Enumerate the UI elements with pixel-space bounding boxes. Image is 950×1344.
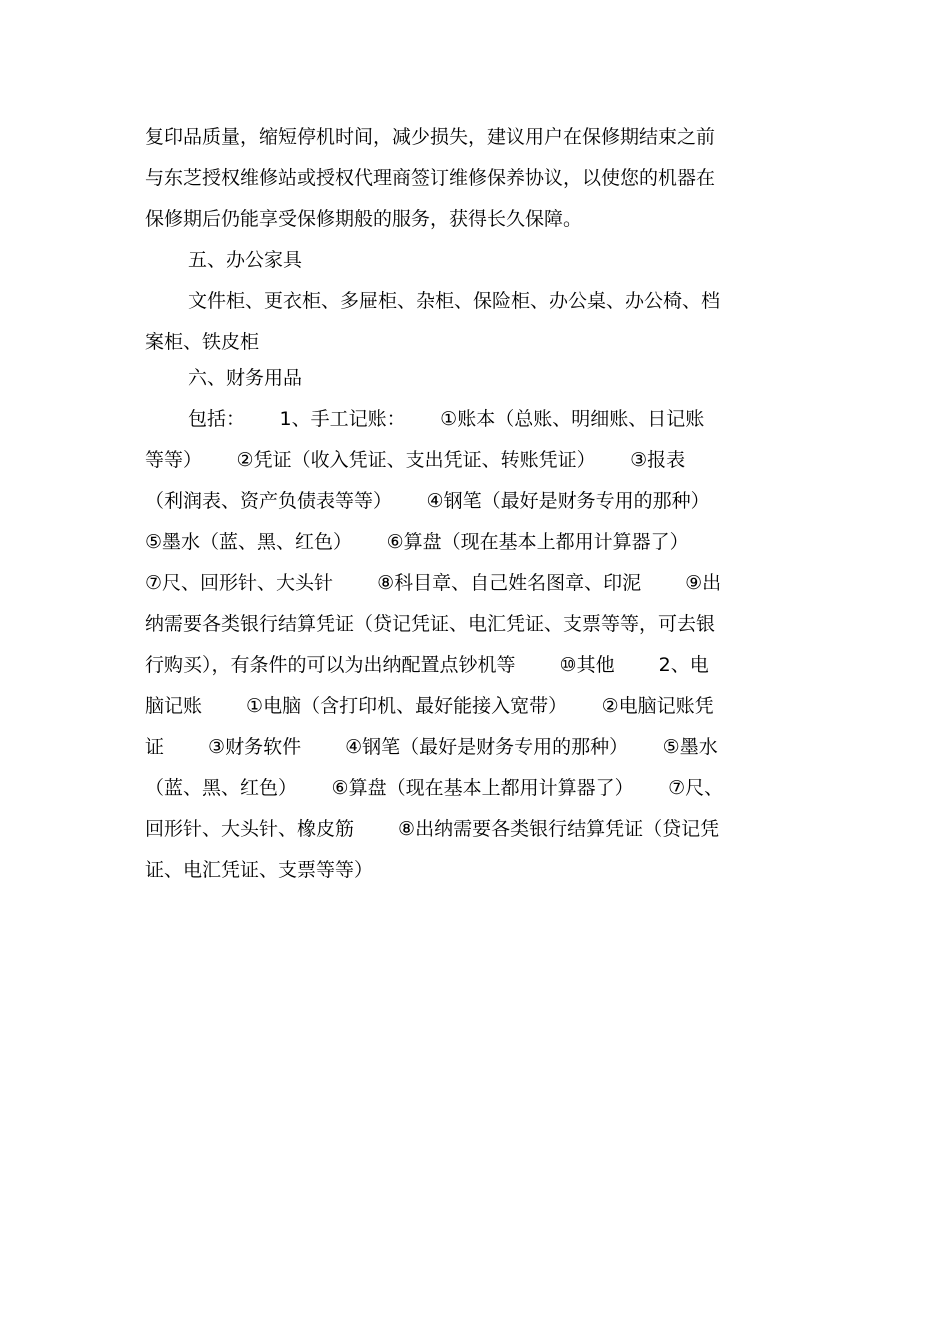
intro-paragraph — [145, 117, 815, 240]
paragraph-line: 纳需要各类银行结算凭证（贷记凭证、电汇凭证、支票等等，可去银 — [145, 613, 716, 635]
paragraph-line: 复印品质量，缩短停机时间，减少损失，建议用户在保修期结束之前 — [145, 126, 716, 148]
paragraph-line: 文件柜、更衣柜、多屉柜、杂柜、保险柜、办公桌、办公椅、档 — [188, 290, 721, 312]
paragraph-line: 案柜、铁皮柜 — [145, 331, 260, 353]
section-office-furniture — [145, 240, 815, 363]
paragraph-line: 保修期后仍能享受保修期般的服务，获得长久保障。 — [145, 208, 583, 230]
paragraph-line: ⑤墨水（蓝、黑、红色） ⑥算盘（现在基本上都用计算器了） — [145, 531, 689, 553]
paragraph-line: 脑记账 ①电脑（含打印机、最好能接入宽带） ②电脑记账凭 — [145, 695, 714, 717]
paragraph-line: 回形针、大头针、橡皮筋 ⑧出纳需要各类银行结算凭证（贷记凭 — [145, 818, 720, 840]
paragraph-line: 与东芝授权维修站或授权代理商签订维修保养协议，以使您的机器在 — [145, 167, 716, 189]
paragraph-line: （利润表、资产负债表等等） ④钢笔（最好是财务专用的那种） — [145, 490, 710, 512]
paragraph-line: ⑦尺、回形针、大头针 ⑧科目章、自己姓名图章、印泥 ⑨出 — [145, 572, 722, 594]
paragraph-line: 包括： 1、手工记账： ①账本（总账、明细账、日记账 — [188, 408, 705, 430]
paragraph-line: 行购买），有条件的可以为出纳配置点钞机等 ⑩其他 2、电 — [145, 654, 709, 676]
section-heading: 六、财务用品 — [188, 367, 303, 389]
section-finance-supplies — [145, 358, 815, 891]
paragraph-line: 证、电汇凭证、支票等等） — [145, 859, 374, 881]
paragraph-line: 等等） ②凭证（收入凭证、支出凭证、转账凭证） ③报表 — [145, 449, 686, 471]
paragraph-line: 证 ③财务软件 ④钢笔（最好是财务专用的那种） ⑤墨水 — [145, 736, 718, 758]
section-heading: 五、办公家具 — [188, 249, 303, 271]
paragraph-line: （蓝、黑、红色） ⑥算盘（现在基本上都用计算器了） ⑦尺、 — [145, 777, 724, 799]
